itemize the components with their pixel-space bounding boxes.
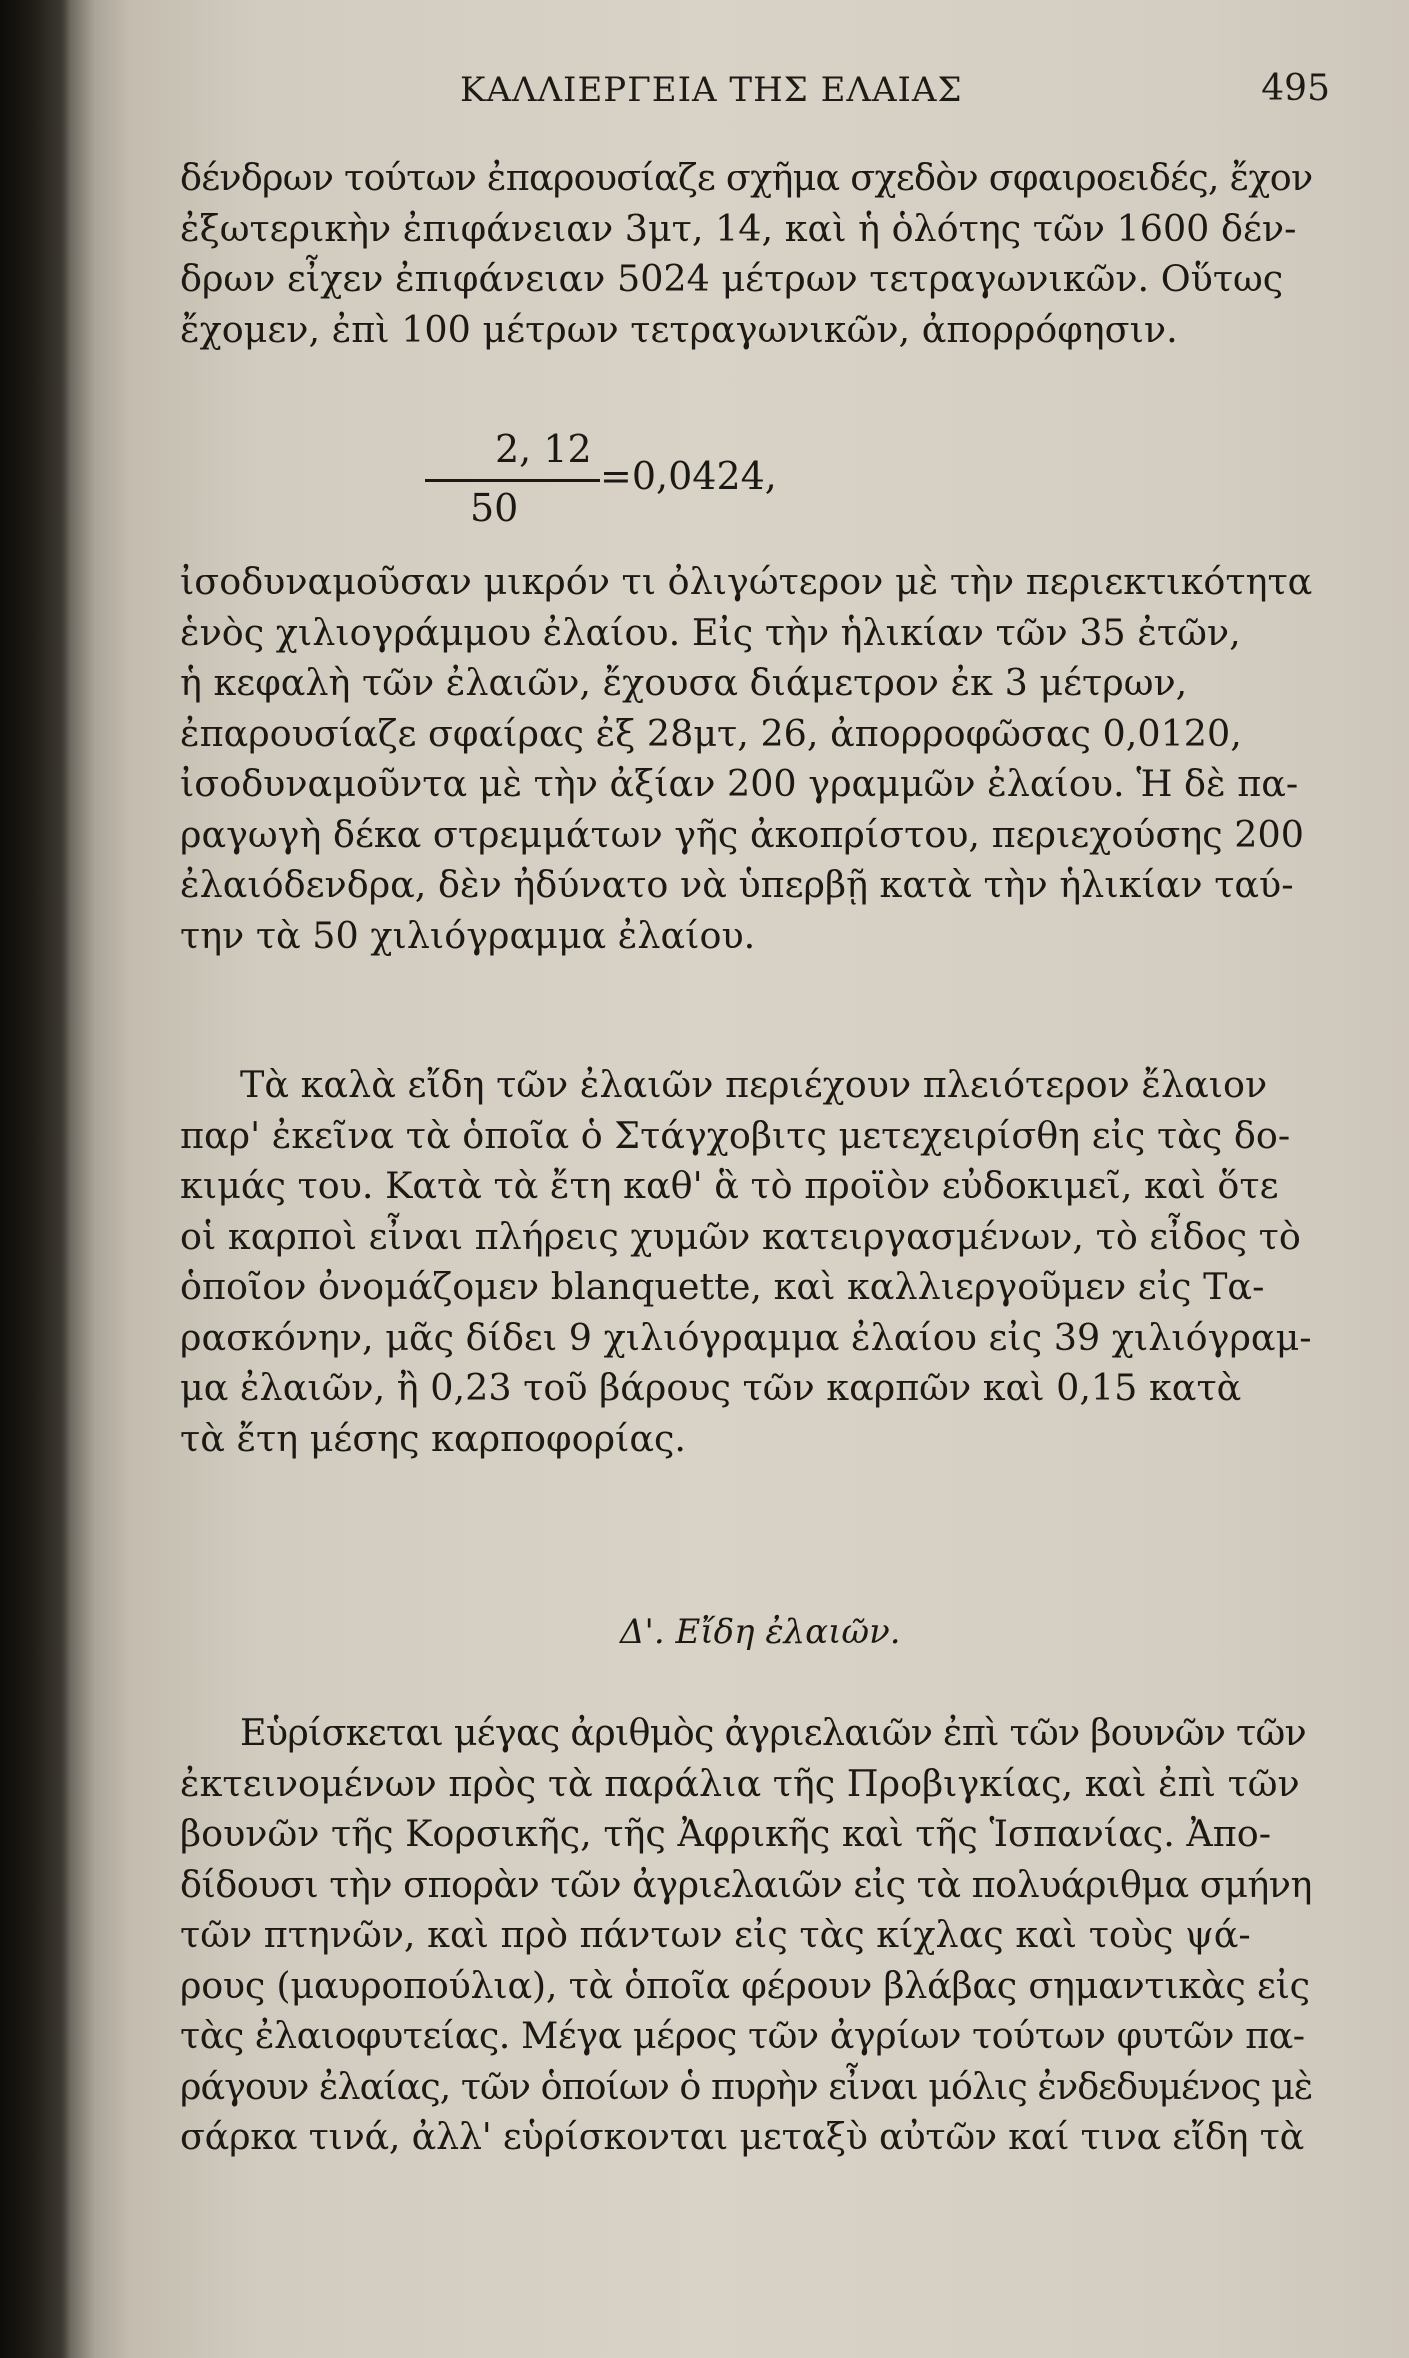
text-line: ράγουν ἐλαίας, τῶν ὁποίων ὁ πυρὴν εἶναι μόλις ἐνδεδυμένος μὲ xyxy=(180,2064,1313,2108)
text-line: ἐκτεινομένων πρὸς τὰ παράλια τῆς Προβιγκίας, καὶ ἐπὶ τῶν xyxy=(180,1761,1300,1805)
fraction-bar xyxy=(425,479,600,482)
text-line: ὁποῖον ὀνομάζομεν blanquette, καὶ καλλιεργοῦμεν εἰς Τα- xyxy=(180,1265,1265,1308)
text-line: τὰς ἐλαιοφυτείας. Μέγα μέρος τῶν ἀγρίων τούτων φυτῶν πα- xyxy=(180,2014,1305,2057)
paragraph-2 xyxy=(180,557,1315,961)
text-line: ἐλαιόδενδρα, δὲν ἠδύνατο νὰ ὑπερβῇ κατὰ τὴν ἡλικίαν ταύ- xyxy=(180,863,1294,906)
text-line: τὰ ἔτη μέσης καρποφορίας. xyxy=(180,1416,687,1460)
text-line: παρ' ἐκεῖνα τὰ ὁποῖα ὁ Στάγχοβιτς μετεχειρίσθη εἰς τὰς δο- xyxy=(180,1113,1291,1157)
paragraph-1 xyxy=(180,153,1315,355)
text-line: δρων εἶχεν ἐπιφάνειαν 5024 μέτρων τετραγωνικῶν. Οὕτως xyxy=(180,257,1284,300)
text-line: κιμάς του. Κατὰ τὰ ἔτη καθ' ἃ τὸ προϊὸν εὐδοκιμεῖ, καὶ ὅτε xyxy=(180,1164,1279,1207)
text-line: δένδρων τούτων ἐπαρουσίαζε σχῆμα σχεδὸν σφαιροειδές, ἔχον xyxy=(180,156,1313,199)
paragraph-3 xyxy=(180,1060,1315,1464)
formula-numerator: 2, 12 xyxy=(495,427,592,471)
text-line: ἔχομεν, ἐπὶ 100 μέτρων τετραγωνικῶν, ἀπορρόφησιν. xyxy=(180,307,1178,351)
text-line: ἑνὸς χιλιογράμμου ἐλαίου. Εἰς τὴν ἡλικίαν τῶν 35 ἐτῶν, xyxy=(180,610,1241,654)
text-line: οἱ καρποὶ εἶναι πλήρεις χυμῶν κατειργασμένων, τὸ εἶδος τὸ xyxy=(180,1214,1301,1258)
text-line: Τὰ καλὰ εἴδη τῶν ἐλαιῶν περιέχουν πλειότερον ἔλαιον xyxy=(240,1063,1268,1106)
text-line: ἰσοδυναμοῦντα μὲ τὴν ἀξίαν 200 γραμμῶν ἐλαίου. Ἡ δὲ πα- xyxy=(180,762,1299,805)
book-spine-shadow xyxy=(0,0,70,2358)
formula-result: =0,0424, xyxy=(600,454,777,498)
paragraph-4 xyxy=(180,1708,1315,2163)
text-line: Εὑρίσκεται μέγας ἀριθμὸς ἀγριελαιῶν ἐπὶ τῶν βουνῶν τῶν xyxy=(240,1711,1306,1754)
text-line: βουνῶν τῆς Κορσικῆς, τῆς Ἀφρικῆς καὶ τῆς Ἱσπανίας. Ἀπο- xyxy=(180,1812,1272,1855)
text-line: τῶν πτηνῶν, καὶ πρὸ πάντων εἰς τὰς κίχλας καὶ τοὺς ψά- xyxy=(180,1913,1251,1956)
page-number: 495 xyxy=(1261,68,1330,109)
text-line: ρους (μαυροπούλια), τὰ ὁποῖα φέρουν βλάβας σημαντικὰς εἰς xyxy=(180,1963,1310,2007)
text-line: σάρκα τινά, ἀλλ' εὑρίσκονται μεταξὺ αὐτῶν καί τινα εἴδη τὰ xyxy=(180,2115,1304,2158)
text-line: μα ἐλαιῶν, ἢ 0,23 τοῦ βάρους τῶν καρπῶν καὶ 0,15 κατὰ xyxy=(180,1366,1242,1409)
page-header xyxy=(180,62,1330,122)
text-line: δίδουσι τὴν σπορὰν τῶν ἀγριελαιῶν εἰς τὰ πολυάριθμα σμήνη xyxy=(180,1862,1312,1906)
running-title: ΚΑΛΛΙΕΡΓΕΙΑ ΤΗΣ ΕΛΑΙΑΣ xyxy=(460,70,963,110)
text-line: ἐπαρουσίαζε σφαίρας ἐξ 28μτ, 26, ἀπορροφῶσας 0,0120, xyxy=(180,711,1242,755)
text-line: ραγωγὴ δέκα στρεμμάτων γῆς ἀκοπρίστου, περιεχούσης 200 xyxy=(180,812,1304,856)
formula-denominator: 50 xyxy=(470,486,519,530)
text-line: ἰσοδυναμοῦσαν μικρόν τι ὀλιγώτερον μὲ τὴν περιεκτικότητα xyxy=(180,560,1313,603)
formula xyxy=(425,427,845,537)
text-line: ἡ κεφαλὴ τῶν ἐλαιῶν, ἔχουσα διάμετρον ἐκ 3 μέτρων, xyxy=(180,661,1188,704)
text-line: την τὰ 50 χιλιόγραμμα ἐλαίου. xyxy=(180,913,756,957)
text-line: ἐξωτερικὴν ἐπιφάνειαν 3μτ, 14, καὶ ἡ ὁλότης τῶν 1600 δέν- xyxy=(180,206,1297,250)
section-heading: Δ'. Εἴδη ἐλαιῶν. xyxy=(620,1612,901,1652)
text-line: ρασκόνην, μᾶς δίδει 9 χιλιόγραμμα ἐλαίου εἰς 39 χιλιόγραμ- xyxy=(180,1315,1312,1359)
